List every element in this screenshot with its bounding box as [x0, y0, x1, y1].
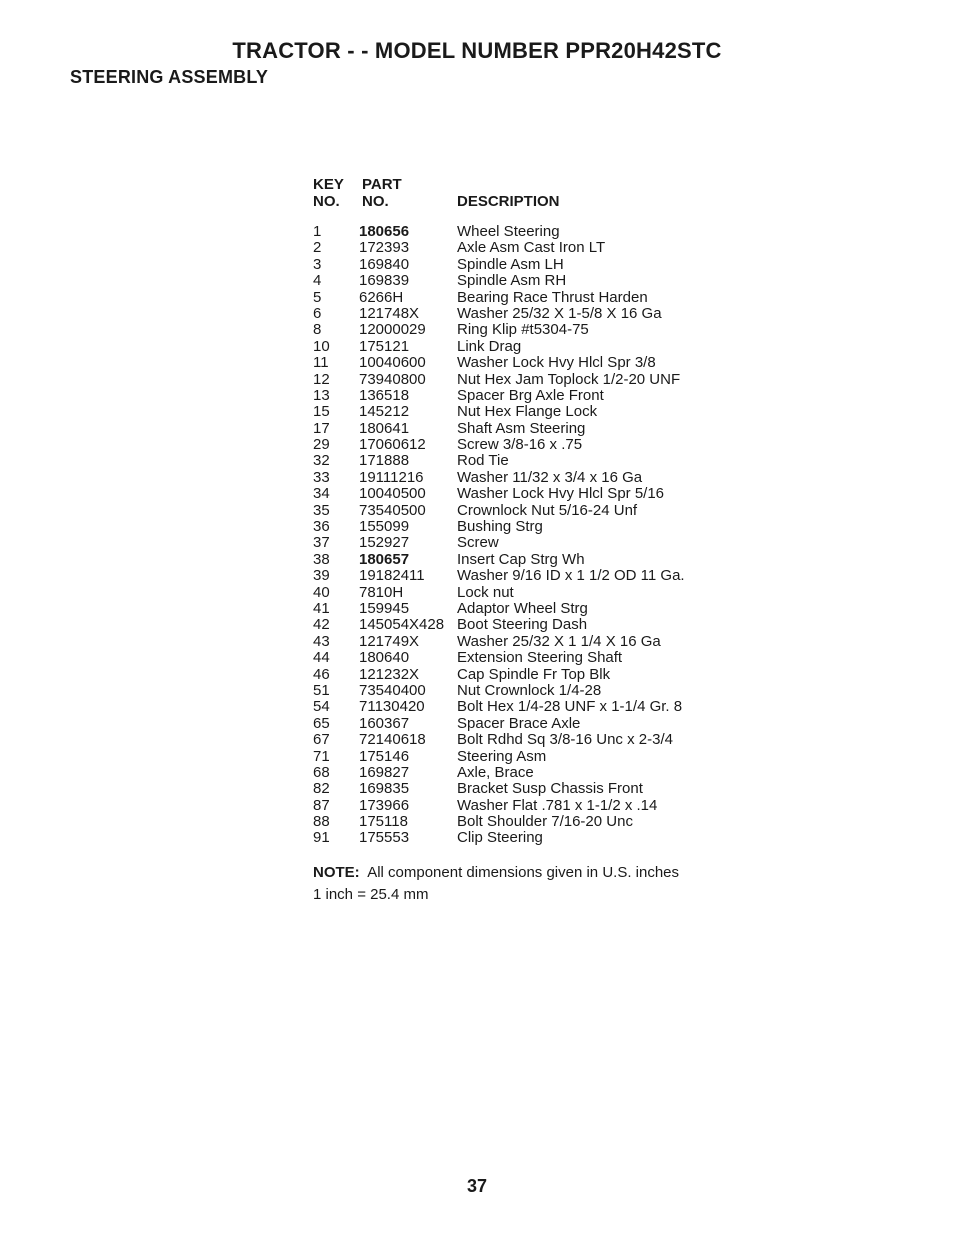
- part-no-cell: 73940800: [359, 370, 426, 388]
- description-cell: Axle Asm Cast Iron LT: [457, 239, 606, 257]
- unit-conversion: 1 inch = 25.4 mm: [313, 886, 429, 903]
- key-no-cell: 39: [313, 567, 330, 585]
- table-row: [313, 716, 733, 732]
- part-no-cell: 145212: [359, 403, 410, 421]
- table-row: [313, 535, 733, 551]
- part-no-cell: 121748X: [359, 304, 420, 322]
- table-row: [313, 453, 733, 469]
- part-no-cell: 169827: [359, 763, 410, 781]
- description-cell: Nut Hex Flange Lock: [457, 403, 598, 421]
- key-no-header-line1: KEY: [313, 176, 344, 193]
- key-no-cell: 38: [313, 550, 330, 568]
- description-cell: Spindle Asm LH: [457, 255, 564, 273]
- description-cell: Bearing Race Thrust Harden: [457, 288, 648, 306]
- key-no-cell: 36: [313, 518, 330, 536]
- description-cell: Link Drag: [457, 337, 522, 355]
- part-no-cell: 175553: [359, 829, 410, 847]
- table-row: [313, 306, 733, 322]
- key-no-cell: 40: [313, 583, 330, 601]
- description-cell: Bolt Shoulder 7/16-20 Unc: [457, 813, 633, 831]
- description-cell: Washer 25/32 X 1 1/4 X 16 Ga: [457, 632, 661, 650]
- part-no-cell: 10040600: [359, 354, 426, 372]
- part-no-cell: 10040500: [359, 485, 426, 503]
- part-no-cell: 171888: [359, 452, 410, 470]
- part-no-cell: 12000029: [359, 321, 426, 339]
- description-cell: Nut Hex Jam Toplock 1/2-20 UNF: [457, 370, 681, 388]
- description-cell: Clip Steering: [457, 829, 543, 847]
- key-no-cell: 29: [313, 436, 330, 454]
- table-row: [313, 601, 733, 617]
- part-no-cell: 172393: [359, 239, 410, 257]
- table-row: [313, 470, 733, 486]
- key-no-cell: 37: [313, 534, 330, 552]
- description-cell: Boot Steering Dash: [457, 616, 588, 634]
- table-row: [313, 273, 733, 289]
- table-row: [313, 830, 733, 846]
- note-line: [313, 862, 679, 884]
- part-no-cell: 175121: [359, 337, 410, 355]
- part-no-cell: 19111216: [359, 468, 424, 486]
- part-no-cell: 160367: [359, 714, 410, 732]
- part-no-cell: 169839: [359, 272, 410, 290]
- description-cell: Rod Tie: [457, 452, 509, 470]
- part-no-cell: 175118: [359, 813, 408, 831]
- description-cell: Washer Lock Hvy Hlcl Spr 5/16: [457, 485, 665, 503]
- note-block: [313, 862, 679, 906]
- part-no-cell: 173966: [359, 796, 410, 814]
- table-row: [313, 749, 733, 765]
- description-cell: Spindle Asm RH: [457, 272, 567, 290]
- table-row: [313, 437, 733, 453]
- description-cell: Extension Steering Shaft: [457, 649, 623, 667]
- part-no-cell: 180640: [359, 649, 410, 667]
- key-no-cell: 34: [313, 485, 330, 503]
- part-no-cell: 169835: [359, 780, 410, 798]
- description-cell: Washer Flat .781 x 1-1/2 x .14: [457, 796, 658, 814]
- part-no-header-line1: PART: [362, 176, 402, 193]
- key-no-cell: 13: [313, 386, 330, 404]
- description-cell: Steering Asm: [457, 747, 547, 765]
- part-no-cell: 19182411: [359, 567, 425, 585]
- key-no-cell: 33: [313, 468, 330, 486]
- table-row: [313, 732, 733, 748]
- key-no-cell: 41: [313, 599, 330, 617]
- key-no-cell: 10: [313, 337, 330, 355]
- description-cell: Lock nut: [457, 583, 514, 601]
- part-no-cell: 145054X428: [359, 616, 445, 634]
- part-no-cell: 136518: [359, 386, 410, 404]
- description-cell: Shaft Asm Steering: [457, 419, 586, 437]
- table-row: [313, 765, 733, 781]
- key-no-cell: 65: [313, 714, 330, 732]
- key-no-cell: 43: [313, 632, 330, 650]
- description-cell: Washer 11/32 x 3/4 x 16 Ga: [457, 468, 643, 486]
- key-no-cell: 4: [313, 272, 322, 290]
- description-cell: Insert Cap Strg Wh: [457, 550, 585, 568]
- table-row: [313, 503, 733, 519]
- table-row: [313, 781, 733, 797]
- section-title: STEERING ASSEMBLY: [70, 67, 269, 87]
- description-cell: Axle, Brace: [457, 763, 534, 781]
- table-row: [313, 585, 733, 601]
- description-header: DESCRIPTION: [457, 193, 560, 210]
- table-row: [313, 355, 733, 371]
- part-no-cell: 155099: [359, 518, 410, 536]
- table-row: [313, 404, 733, 420]
- part-no-header-line2: NO.: [362, 193, 389, 210]
- description-cell: Washer 25/32 X 1-5/8 X 16 Ga: [457, 304, 662, 322]
- key-no-cell: 71: [313, 747, 330, 765]
- key-no-cell: 51: [313, 681, 330, 699]
- description-cell: Bolt Rdhd Sq 3/8-16 Unc x 2-3/4: [457, 731, 673, 749]
- table-row: [313, 617, 733, 633]
- description-cell: Nut Crownlock 1/4-28: [457, 681, 602, 699]
- parts-list-header: [313, 176, 733, 224]
- table-row: [313, 814, 733, 830]
- key-no-cell: 2: [313, 239, 322, 257]
- key-no-cell: 35: [313, 501, 330, 519]
- key-no-cell: 3: [313, 255, 322, 273]
- description-cell: Ring Klip #t5304-75: [457, 321, 589, 339]
- table-row: [313, 798, 733, 814]
- table-row: [313, 421, 733, 437]
- table-row: [313, 650, 733, 666]
- key-no-cell: 42: [313, 616, 330, 634]
- page-title: TRACTOR - - MODEL NUMBER PPR20H42STC: [232, 38, 722, 63]
- description-cell: Washer 9/16 ID x 1 1/2 OD 11 Ga.: [457, 567, 685, 585]
- key-no-cell: 12: [313, 370, 330, 388]
- description-cell: Spacer Brace Axle: [457, 714, 581, 732]
- table-row: [313, 568, 733, 584]
- part-no-cell: 73540500: [359, 501, 426, 519]
- table-row: [313, 552, 733, 568]
- part-no-cell: 180657: [359, 550, 410, 568]
- key-no-cell: 1: [313, 223, 322, 240]
- table-row: [313, 519, 733, 535]
- part-no-cell: 180641: [359, 419, 410, 437]
- table-row: [313, 486, 733, 502]
- table-row: [313, 388, 733, 404]
- description-cell: Wheel Steering: [457, 223, 560, 240]
- note-label: NOTE:: [313, 864, 360, 881]
- key-no-cell: 91: [313, 829, 330, 847]
- key-no-cell: 68: [313, 763, 330, 781]
- key-no-cell: 32: [313, 452, 330, 470]
- key-no-cell: 5: [313, 288, 322, 306]
- table-row: [313, 224, 733, 240]
- description-cell: Screw 3/8-16 x .75: [457, 436, 583, 454]
- description-cell: Bracket Susp Chassis Front: [457, 780, 643, 798]
- table-row: [313, 339, 733, 355]
- table-row: [313, 634, 733, 650]
- description-cell: Screw: [457, 534, 499, 552]
- table-row: [313, 372, 733, 388]
- description-cell: Bushing Strg: [457, 518, 543, 536]
- description-cell: Crownlock Nut 5/16-24 Unf: [457, 501, 638, 519]
- table-row: [313, 667, 733, 683]
- key-no-cell: 15: [313, 403, 330, 421]
- key-no-cell: 54: [313, 698, 330, 716]
- part-no-cell: 7810H: [359, 583, 404, 601]
- key-no-header-line2: NO.: [313, 193, 340, 210]
- description-cell: Cap Spindle Fr Top Blk: [457, 665, 611, 683]
- part-no-cell: 73540400: [359, 681, 426, 699]
- part-no-cell: 121749X: [359, 632, 420, 650]
- part-no-cell: 6266H: [359, 288, 404, 306]
- description-cell: Spacer Brg Axle Front: [457, 386, 604, 404]
- part-no-cell: 72140618: [359, 731, 426, 749]
- part-no-cell: 121232X: [359, 665, 420, 683]
- key-no-cell: 11: [313, 354, 329, 372]
- part-no-cell: 175146: [359, 747, 410, 765]
- part-no-cell: 169840: [359, 255, 410, 273]
- description-cell: Adaptor Wheel Strg: [457, 599, 588, 617]
- parts-rows: [313, 224, 733, 847]
- part-no-cell: 159945: [359, 599, 410, 617]
- parts-list: [313, 176, 733, 847]
- key-no-cell: 87: [313, 796, 330, 814]
- description-cell: Washer Lock Hvy Hlcl Spr 3/8: [457, 354, 656, 372]
- table-row: [313, 699, 733, 715]
- part-no-cell: 71130420: [359, 698, 425, 716]
- key-no-cell: 6: [313, 304, 322, 322]
- key-no-cell: 17: [313, 419, 330, 437]
- part-no-cell: 180656: [359, 223, 410, 240]
- table-row: [313, 240, 733, 256]
- note-text: All component dimensions given in U.S. inches: [367, 864, 680, 881]
- key-no-cell: 67: [313, 731, 330, 749]
- table-row: [313, 322, 733, 338]
- key-no-cell: 46: [313, 665, 330, 683]
- key-no-cell: 82: [313, 780, 330, 798]
- key-no-cell: 8: [313, 321, 322, 339]
- table-row: [313, 290, 733, 306]
- table-row: [313, 683, 733, 699]
- description-cell: Bolt Hex 1/4-28 UNF x 1-1/4 Gr. 8: [457, 698, 683, 716]
- part-no-cell: 152927: [359, 534, 410, 552]
- key-no-cell: 44: [313, 649, 330, 667]
- page-number: 37: [466, 1176, 488, 1196]
- key-no-cell: 88: [313, 813, 330, 831]
- table-row: [313, 257, 733, 273]
- part-no-cell: 17060612: [359, 436, 426, 454]
